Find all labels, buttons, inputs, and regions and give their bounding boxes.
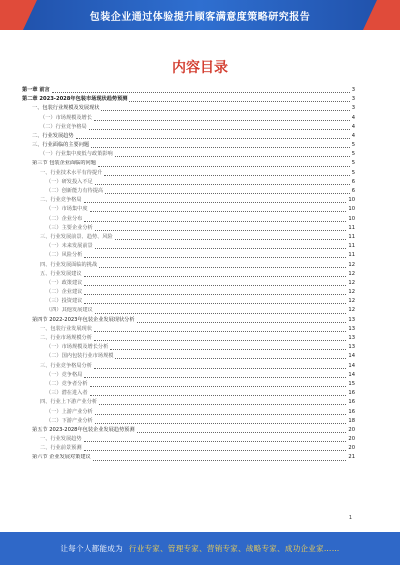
toc-entry-label: 第六节 企业发展对策建议 <box>32 454 91 461</box>
toc-leader-dots <box>84 202 347 203</box>
toc-entry[interactable] <box>22 224 355 233</box>
toc-entry-page: 4 <box>351 132 355 139</box>
toc-entry[interactable] <box>22 316 355 325</box>
toc-leader-dots <box>84 377 346 378</box>
toc-heading: 内容目录 <box>172 60 228 76</box>
toc-entry-page: 15 <box>348 380 355 387</box>
toc-entry[interactable] <box>22 141 355 150</box>
toc-entry-label: （一）未来发展前景 <box>46 243 93 250</box>
toc-entry[interactable] <box>22 270 355 279</box>
toc-entry-label: （一）政策建议 <box>46 279 83 286</box>
toc-leader-dots <box>95 248 347 249</box>
toc-leader-dots <box>89 129 350 130</box>
toc-entry-label: 三、行业竞争格局分析 <box>40 362 92 369</box>
toc-leader-dots <box>95 313 347 314</box>
toc-leader-dots <box>94 331 347 332</box>
toc-entry[interactable] <box>22 160 355 169</box>
toc-entry[interactable] <box>22 426 355 435</box>
toc-entry-page: 11 <box>348 224 355 231</box>
toc-leader-dots <box>52 92 350 93</box>
footer-slogan-main: 让每个人都能成为 <box>60 544 123 553</box>
toc-leader-dots <box>98 166 350 167</box>
toc-leader-dots <box>137 432 347 433</box>
toc-entry-label: 一、包装行业发展现状 <box>40 325 92 332</box>
toc-entry-label: 第三节 包装企业面临的问题 <box>32 160 96 167</box>
toc-entry[interactable] <box>22 362 355 371</box>
toc-entry[interactable] <box>22 454 355 463</box>
toc-leader-dots <box>93 460 347 461</box>
toc-entry-page: 12 <box>348 261 355 268</box>
toc-entry[interactable] <box>22 288 355 297</box>
toc-entry-label: （一）市场集中度 <box>46 206 88 213</box>
toc-entry-page: 20 <box>348 445 355 452</box>
toc-entry[interactable] <box>22 95 355 104</box>
toc-entry-page: 13 <box>348 325 355 332</box>
toc-entry[interactable] <box>22 150 355 159</box>
toc-entry[interactable] <box>22 132 355 141</box>
toc-leader-dots <box>115 239 347 240</box>
toc-entry-page: 12 <box>348 298 355 305</box>
toc-entry-label: 五、行业发展建议 <box>40 270 82 277</box>
toc-entry[interactable] <box>22 205 355 214</box>
toc-leader-dots <box>94 368 347 369</box>
toc-entry-page: 6 <box>351 188 355 195</box>
toc-entry-page: 4 <box>351 114 355 121</box>
toc-entry-label: 第一章 前言 <box>22 86 50 93</box>
toc-entry-page: 6 <box>351 178 355 185</box>
toc-leader-dots <box>101 110 349 111</box>
toc-entry[interactable] <box>22 307 355 316</box>
toc-entry-label: 一、行业发展趋势 <box>40 436 82 443</box>
toc-leader-dots <box>90 395 347 396</box>
toc-entry-label: 四、行业发展面临的挑战 <box>40 261 98 268</box>
toc-entry-page: 10 <box>348 215 355 222</box>
toc-entry-label: （三）投资建议 <box>46 298 83 305</box>
toc-entry[interactable] <box>22 251 355 260</box>
toc-entry[interactable] <box>22 261 355 270</box>
toc-entry-label: 二、行业市场规模分析 <box>40 335 92 342</box>
toc-entry-label: 二、行业前景预测 <box>40 445 82 452</box>
toc-entry-page: 16 <box>348 390 355 397</box>
toc-entry[interactable] <box>22 435 355 444</box>
toc-entry-label: （二）企业建议 <box>46 289 83 296</box>
toc-entry-label: （二）创新能力有待提高 <box>46 188 104 195</box>
toc-entry-label: （二）行业竞争格局 <box>40 123 87 130</box>
toc-entry[interactable] <box>22 417 355 426</box>
toc-leader-dots <box>95 184 350 185</box>
toc-entry[interactable] <box>22 242 355 251</box>
toc-leader-dots <box>104 175 349 176</box>
toc-entry[interactable] <box>22 380 355 389</box>
toc-entry-label: （一）市场规模及增长 <box>40 114 92 121</box>
toc-entry-page: 5 <box>351 169 355 176</box>
toc-entry[interactable] <box>22 444 355 453</box>
toc-entry-label: 第五节 2023-2028年包装企业发展趋势预测 <box>32 426 135 433</box>
page-number: 1 <box>348 515 352 521</box>
toc-entry[interactable] <box>22 279 355 288</box>
toc-entry[interactable] <box>22 297 355 306</box>
report-title: 包装企业通过体验提升顾客满意度策略研究报告 <box>89 12 311 23</box>
toc-entry-label: 第四节 2022-2023年包装企业发展现状分析 <box>32 316 135 323</box>
toc-leader-dots <box>84 285 346 286</box>
toc-entry[interactable] <box>22 325 355 334</box>
toc-entry-page: 21 <box>348 454 355 461</box>
toc-entry-page: 11 <box>348 243 355 250</box>
toc-entry[interactable] <box>22 371 355 380</box>
toc-entry-page: 12 <box>348 307 355 314</box>
toc-entry[interactable] <box>22 187 355 196</box>
toc-entry-label: 四、行业上下游产业分析 <box>40 399 98 406</box>
toc-entry-label: （一）市场规模及增长分析 <box>46 344 109 351</box>
toc-entry[interactable] <box>22 334 355 343</box>
toc-entry-label: （二）企业分布 <box>46 215 83 222</box>
toc-entry[interactable] <box>22 389 355 398</box>
table-of-contents <box>22 86 355 463</box>
toc-leader-dots <box>115 358 346 359</box>
toc-leader-dots <box>84 221 346 222</box>
toc-entry-page: 14 <box>348 353 355 360</box>
toc-entry[interactable] <box>22 123 355 132</box>
toc-entry-page: 14 <box>348 362 355 369</box>
toc-leader-dots <box>110 349 346 350</box>
toc-entry-page: 3 <box>351 96 355 103</box>
toc-entry-page: 5 <box>351 142 355 149</box>
toc-leader-dots <box>90 211 347 212</box>
toc-leader-dots <box>94 340 347 341</box>
toc-entry-label: 三、行业发展前景、趋势、风险 <box>40 233 113 240</box>
toc-leader-dots <box>84 257 346 258</box>
toc-leader-dots <box>95 423 347 424</box>
toc-leader-dots <box>84 303 346 304</box>
toc-entry-page: 5 <box>351 151 355 158</box>
header-banner <box>0 0 400 30</box>
toc-entry-label: 第二章 2023-2028年包装市场现状趋势预测 <box>22 96 128 103</box>
toc-leader-dots <box>137 322 347 323</box>
toc-leader-dots <box>99 267 346 268</box>
toc-entry-page: 13 <box>348 344 355 351</box>
toc-entry[interactable] <box>22 352 355 361</box>
toc-entry-page: 16 <box>348 408 355 415</box>
toc-entry[interactable] <box>22 196 355 205</box>
toc-entry-label: （二）竞争者分析 <box>46 380 88 387</box>
toc-leader-dots <box>115 156 350 157</box>
toc-leader-dots <box>84 441 347 442</box>
toc-entry-label: 二、行业竞争格局 <box>40 197 82 204</box>
toc-entry[interactable] <box>22 398 355 407</box>
toc-leader-dots <box>94 120 350 121</box>
toc-entry[interactable] <box>22 343 355 352</box>
toc-leader-dots <box>84 276 347 277</box>
toc-leader-dots <box>76 138 350 139</box>
toc-leader-dots <box>99 404 346 405</box>
toc-entry-page: 16 <box>348 399 355 406</box>
toc-entry-page: 10 <box>348 197 355 204</box>
toc-entry-label: （二）国内包装行业市场规模 <box>46 353 114 360</box>
toc-entry[interactable] <box>22 104 355 113</box>
toc-entry-label: （一）研发投入不足 <box>46 178 93 185</box>
toc-entry-page: 5 <box>351 160 355 167</box>
toc-entry-label: （一）行业集中度低与政策影响 <box>40 151 113 158</box>
toc-leader-dots <box>84 294 346 295</box>
toc-entry-page: 14 <box>348 371 355 378</box>
toc-leader-dots <box>95 414 347 415</box>
toc-leader-dots <box>129 101 349 102</box>
toc-entry[interactable] <box>22 169 355 178</box>
toc-entry[interactable] <box>22 86 355 95</box>
toc-leader-dots <box>84 450 347 451</box>
toc-entry[interactable] <box>22 233 355 242</box>
toc-entry-page: 3 <box>351 86 355 93</box>
toc-entry-label: （一）竞争格局 <box>46 371 83 378</box>
toc-entry-page: 18 <box>348 417 355 424</box>
toc-entry[interactable] <box>22 215 355 224</box>
toc-entry-page: 11 <box>348 252 355 259</box>
toc-entry[interactable] <box>22 408 355 417</box>
footer-banner <box>0 532 400 565</box>
toc-entry[interactable] <box>22 178 355 187</box>
toc-entry-page: 10 <box>348 206 355 213</box>
toc-entry-label: 一、行业技术水平有待提升 <box>40 169 103 176</box>
toc-entry-page: 20 <box>348 436 355 443</box>
toc-entry-label: （一）上游产业分析 <box>46 408 93 415</box>
toc-entry[interactable] <box>22 114 355 123</box>
toc-entry-page: 12 <box>348 289 355 296</box>
toc-entry-page: 11 <box>348 233 355 240</box>
footer-slogan-sub: 行业专家、管理专家、营销专家、战略专家、成功企业家…… <box>128 544 340 553</box>
footer-slogan <box>0 543 400 554</box>
toc-entry-label: （三）潜在进入者 <box>46 390 88 397</box>
toc-entry-label: 三、行业面临的主要问题 <box>32 142 90 149</box>
toc-leader-dots <box>95 230 347 231</box>
toc-entry-label: （四）其他发展建议 <box>46 307 93 314</box>
toc-leader-dots <box>90 386 347 387</box>
toc-leader-dots <box>91 147 350 148</box>
toc-entry-page: 12 <box>348 270 355 277</box>
toc-entry-label: （三）主要企业分析 <box>46 224 93 231</box>
toc-entry-page: 4 <box>351 123 355 130</box>
toc-entry-label: 二、行业发展趋势 <box>32 132 74 139</box>
toc-leader-dots <box>105 193 350 194</box>
toc-entry-label: （二）风险分析 <box>46 252 83 259</box>
toc-entry-page: 13 <box>348 335 355 342</box>
toc-entry-label: 一、包装行业规模及发展现状 <box>32 105 100 112</box>
toc-entry-page: 12 <box>348 279 355 286</box>
toc-entry-label: （二）下游产业分析 <box>46 417 93 424</box>
toc-entry-page: 13 <box>348 316 355 323</box>
toc-entry-page: 20 <box>348 426 355 433</box>
toc-entry-page: 3 <box>351 105 355 112</box>
